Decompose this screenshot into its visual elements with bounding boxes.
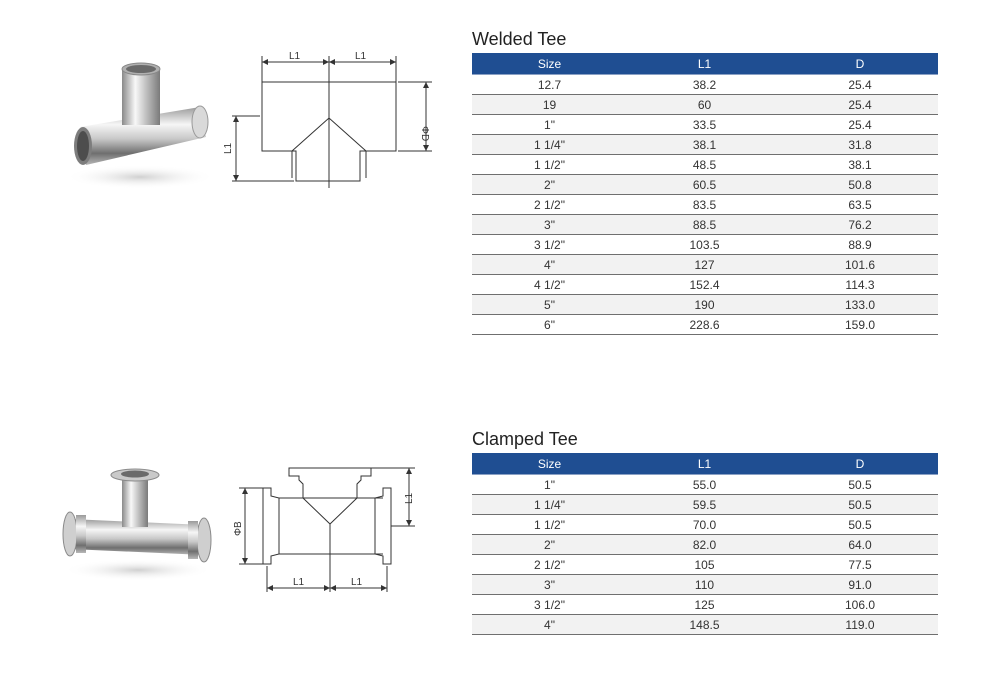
- welded-l1-right-label: L1: [355, 51, 367, 62]
- d-cell: 106.0: [782, 595, 938, 615]
- clamped-tee-table: [472, 453, 938, 635]
- clamped-l1-side-label: L1: [404, 492, 415, 504]
- l1-cell: 38.1: [627, 135, 782, 155]
- table-row: [472, 595, 938, 615]
- welded-tee-drawing: [220, 48, 440, 193]
- clamped-tee-title: Clamped Tee: [472, 429, 578, 449]
- d-cell: 25.4: [782, 75, 938, 95]
- table-row: [472, 155, 938, 175]
- table-row: [472, 615, 938, 635]
- size-cell: 1 1/4": [472, 135, 627, 155]
- table-row: [472, 515, 938, 535]
- table-row: [472, 315, 938, 335]
- header-size: Size: [472, 53, 627, 75]
- clamped-l1-right-label: L1: [351, 577, 363, 588]
- welded-tee-photo: [60, 55, 220, 195]
- table-row: [472, 175, 938, 195]
- table-row: [472, 115, 938, 135]
- l1-cell: 88.5: [627, 215, 782, 235]
- l1-cell: 33.5: [627, 115, 782, 135]
- table-row: [472, 535, 938, 555]
- l1-cell: 38.2: [627, 75, 782, 95]
- d-cell: 159.0: [782, 315, 938, 335]
- header-d: D: [782, 53, 938, 75]
- size-cell: 4": [472, 255, 627, 275]
- l1-cell: 110: [627, 575, 782, 595]
- table-row: [472, 295, 938, 315]
- l1-cell: 60.5: [627, 175, 782, 195]
- l1-cell: 103.5: [627, 235, 782, 255]
- size-cell: 1": [472, 475, 627, 495]
- l1-cell: 127: [627, 255, 782, 275]
- table-row: [472, 235, 938, 255]
- size-cell: 12.7: [472, 75, 627, 95]
- table-row: [472, 95, 938, 115]
- table-row: [472, 75, 938, 95]
- l1-cell: 70.0: [627, 515, 782, 535]
- d-cell: 101.6: [782, 255, 938, 275]
- l1-cell: 82.0: [627, 535, 782, 555]
- size-cell: 2 1/2": [472, 195, 627, 215]
- d-cell: 25.4: [782, 95, 938, 115]
- header-d: D: [782, 453, 938, 475]
- size-cell: 1 1/2": [472, 155, 627, 175]
- clamped-diameter-label: ΦB: [233, 521, 244, 536]
- size-cell: 1 1/4": [472, 495, 627, 515]
- table-row: [472, 555, 938, 575]
- size-cell: 4": [472, 615, 627, 635]
- d-cell: 64.0: [782, 535, 938, 555]
- d-cell: 114.3: [782, 275, 938, 295]
- clamped-tee-drawing: [225, 458, 440, 598]
- size-cell: 6": [472, 315, 627, 335]
- l1-cell: 125: [627, 595, 782, 615]
- welded-tee-table: [472, 53, 938, 335]
- table-header-row: [472, 53, 938, 75]
- table-row: [472, 195, 938, 215]
- table-header-row: [472, 453, 938, 475]
- size-cell: 2": [472, 175, 627, 195]
- table-row: [472, 475, 938, 495]
- size-cell: 2": [472, 535, 627, 555]
- size-cell: 3": [472, 215, 627, 235]
- size-cell: 1": [472, 115, 627, 135]
- header-l1: L1: [627, 53, 782, 75]
- size-cell: 2 1/2": [472, 555, 627, 575]
- size-cell: 3 1/2": [472, 235, 627, 255]
- table-row: [472, 575, 938, 595]
- table-row: [472, 215, 938, 235]
- d-cell: 88.9: [782, 235, 938, 255]
- table-row: [472, 255, 938, 275]
- l1-cell: 148.5: [627, 615, 782, 635]
- d-cell: 119.0: [782, 615, 938, 635]
- clamped-l1-left-label: L1: [293, 577, 305, 588]
- d-cell: 50.5: [782, 515, 938, 535]
- d-cell: 133.0: [782, 295, 938, 315]
- l1-cell: 60: [627, 95, 782, 115]
- d-cell: 38.1: [782, 155, 938, 175]
- l1-cell: 48.5: [627, 155, 782, 175]
- size-cell: 1 1/2": [472, 515, 627, 535]
- d-cell: 31.8: [782, 135, 938, 155]
- d-cell: 91.0: [782, 575, 938, 595]
- d-cell: 50.8: [782, 175, 938, 195]
- table-row: [472, 495, 938, 515]
- size-cell: 4 1/2": [472, 275, 627, 295]
- welded-tee-title: Welded Tee: [472, 29, 567, 49]
- l1-cell: 152.4: [627, 275, 782, 295]
- d-cell: 63.5: [782, 195, 938, 215]
- welded-l1-left-label: L1: [289, 51, 301, 62]
- header-l1: L1: [627, 453, 782, 475]
- l1-cell: 83.5: [627, 195, 782, 215]
- l1-cell: 59.5: [627, 495, 782, 515]
- l1-cell: 190: [627, 295, 782, 315]
- d-cell: 50.5: [782, 475, 938, 495]
- welded-l1-side-label: L1: [223, 142, 234, 154]
- header-size: Size: [472, 453, 627, 475]
- d-cell: 25.4: [782, 115, 938, 135]
- d-cell: 76.2: [782, 215, 938, 235]
- d-cell: 77.5: [782, 555, 938, 575]
- clamped-tee-photo: [58, 455, 218, 585]
- size-cell: 19: [472, 95, 627, 115]
- l1-cell: 105: [627, 555, 782, 575]
- size-cell: 3": [472, 575, 627, 595]
- table-row: [472, 135, 938, 155]
- l1-cell: 55.0: [627, 475, 782, 495]
- d-cell: 50.5: [782, 495, 938, 515]
- welded-diameter-label: ΦD: [419, 126, 430, 142]
- l1-cell: 228.6: [627, 315, 782, 335]
- size-cell: 5": [472, 295, 627, 315]
- table-row: [472, 275, 938, 295]
- size-cell: 3 1/2": [472, 595, 627, 615]
